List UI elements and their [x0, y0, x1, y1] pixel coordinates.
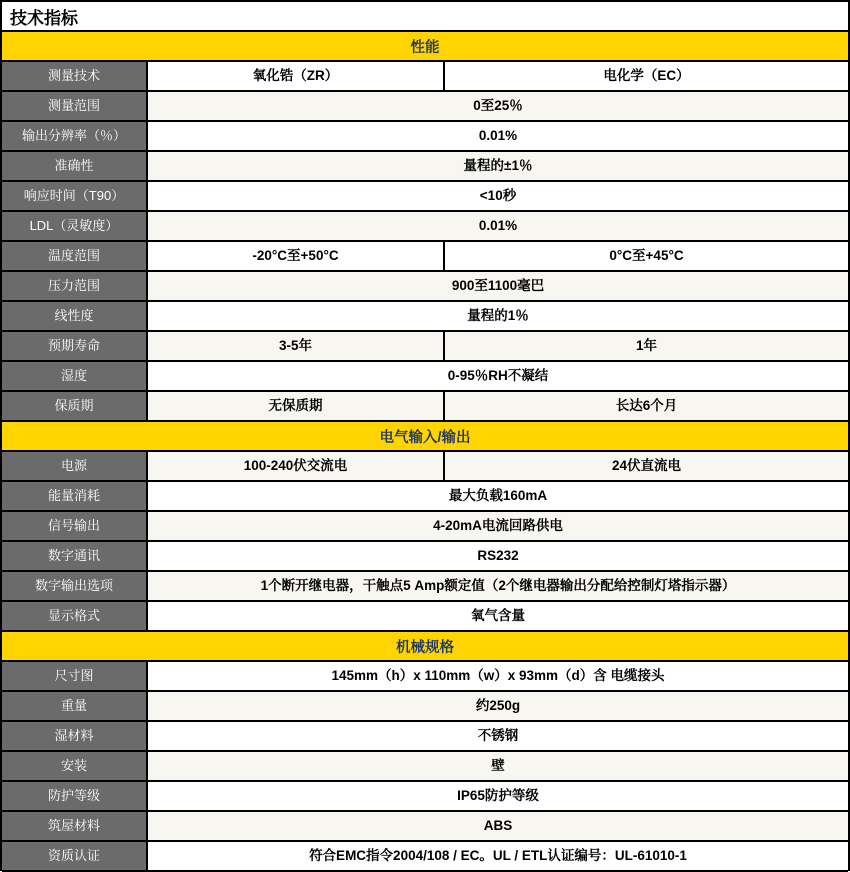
row-values [148, 242, 848, 270]
row-values [148, 842, 848, 870]
value-cell-merged: 4-20mA电流回路供电 [433, 517, 563, 533]
value-cell-left: 无保质期 [268, 397, 323, 413]
table-row [2, 182, 848, 212]
section-header: 电气输入/输出 [2, 422, 848, 452]
row-values [148, 812, 848, 840]
table-row [2, 482, 848, 512]
value-cell-merged: <10秒 [479, 187, 517, 203]
value-cell-merged: 0-95％RH不凝结 [447, 367, 549, 383]
table-row [2, 122, 848, 152]
value-cell-left: 氧化锆（ZR） [252, 67, 339, 83]
row-label: 准确性 [2, 152, 148, 180]
row-label: 测量技术 [2, 62, 148, 90]
row-label: 筑屋材料 [2, 812, 148, 840]
row-values [148, 692, 848, 720]
table-row [2, 842, 848, 872]
value-cell-merged: 壁 [491, 757, 505, 773]
value-cell-merged: 900至1100毫巴 [451, 277, 545, 293]
table-row [2, 302, 848, 332]
row-label: 湿材料 [2, 722, 148, 750]
table-row [2, 242, 848, 272]
value-cell-left: 3-5年 [278, 337, 312, 353]
row-values [148, 302, 848, 330]
row-label: 线性度 [2, 302, 148, 330]
row-label: 能量消耗 [2, 482, 148, 510]
value-cell-merged: 0.01% [478, 127, 518, 143]
row-values [148, 92, 848, 120]
row-label: 压力范围 [2, 272, 148, 300]
row-label: 温度范围 [2, 242, 148, 270]
table-row [2, 212, 848, 242]
table-row [2, 332, 848, 362]
table-row [2, 92, 848, 122]
row-values [148, 182, 848, 210]
table-row [2, 512, 848, 542]
value-cell-merged: 符合EMC指令2004/108 / EC。UL / ETL认证编号：UL-61010-1 [309, 847, 687, 863]
section-header: 机械规格 [2, 632, 848, 662]
row-values [148, 62, 848, 90]
row-values [148, 782, 848, 810]
row-label: 数字输出选项 [2, 572, 148, 600]
row-label: 测量范围 [2, 92, 148, 120]
table-row [2, 782, 848, 812]
table-row [2, 152, 848, 182]
row-label: 尺寸图 [2, 662, 148, 690]
value-cell-right: 电化学（EC） [443, 62, 848, 90]
row-values [148, 722, 848, 750]
row-values [148, 512, 848, 540]
row-label: 湿度 [2, 362, 148, 390]
row-label: 预期寿命 [2, 332, 148, 360]
row-label: 保质期 [2, 392, 148, 420]
row-values [148, 572, 848, 600]
row-label: 显示格式 [2, 602, 148, 630]
row-values [148, 122, 848, 150]
value-cell-merged: 约250g [475, 697, 521, 713]
row-values [148, 482, 848, 510]
row-label: 电源 [2, 452, 148, 480]
value-cell-merged: 最大负载160mA [448, 487, 548, 503]
row-values [148, 452, 848, 480]
row-values [148, 272, 848, 300]
spec-rows [2, 32, 848, 872]
table-row [2, 572, 848, 602]
table-row [2, 452, 848, 482]
value-cell-right: 长达6个月 [443, 392, 848, 420]
row-label: 响应时间（T90） [2, 182, 148, 210]
row-label: 资质认证 [2, 842, 148, 870]
value-cell-merged: 0.01% [478, 217, 518, 233]
value-cell-right: 1年 [443, 332, 848, 360]
value-cell-merged: 0至25％ [473, 97, 523, 113]
table-row [2, 62, 848, 92]
row-values [148, 332, 848, 360]
value-cell-merged: 145mm（h）x 110mm（w）x 93mm（d）含 电缆接头 [331, 667, 665, 683]
row-values [148, 362, 848, 390]
value-cell-merged: ABS [483, 817, 513, 833]
table-row [2, 812, 848, 842]
value-cell-merged: IP65防护等级 [457, 787, 539, 803]
row-values [148, 392, 848, 420]
table-row [2, 662, 848, 692]
value-cell-merged: RS232 [477, 547, 519, 563]
table-row [2, 272, 848, 302]
value-cell-merged: 量程的±1％ [463, 157, 533, 173]
row-label: 重量 [2, 692, 148, 720]
table-row [2, 692, 848, 722]
value-cell-merged: 1个断开继电器，干触点5 Amp额定值（2个继电器输出分配给控制灯塔指示器） [260, 577, 736, 593]
row-label: 数字通讯 [2, 542, 148, 570]
section-header: 性能 [2, 32, 848, 62]
value-cell-right: 0°C至+45°C [443, 242, 848, 270]
value-cell-right: 24伏直流电 [443, 452, 848, 480]
row-label: 输出分辨率（％） [2, 122, 148, 150]
row-values [148, 662, 848, 690]
row-label: LDL（灵敏度） [2, 212, 148, 240]
table-row [2, 752, 848, 782]
row-label: 信号输出 [2, 512, 148, 540]
table-row [2, 602, 848, 632]
table-row [2, 392, 848, 422]
value-cell-left: -20°C至+50°C [252, 247, 339, 263]
table-row [2, 542, 848, 572]
value-cell-merged: 量程的1％ [467, 307, 529, 323]
value-cell-merged: 氧气含量 [471, 607, 525, 623]
row-values [148, 212, 848, 240]
value-cell-left: 100-240伏交流电 [243, 457, 348, 473]
table-row [2, 722, 848, 752]
row-values [148, 542, 848, 570]
row-label: 安装 [2, 752, 148, 780]
page-title: 技术指标 [2, 2, 848, 32]
table-row [2, 362, 848, 392]
row-label: 防护等级 [2, 782, 148, 810]
row-values [148, 752, 848, 780]
row-values [148, 152, 848, 180]
row-values [148, 602, 848, 630]
value-cell-merged: 不锈钢 [477, 727, 519, 743]
